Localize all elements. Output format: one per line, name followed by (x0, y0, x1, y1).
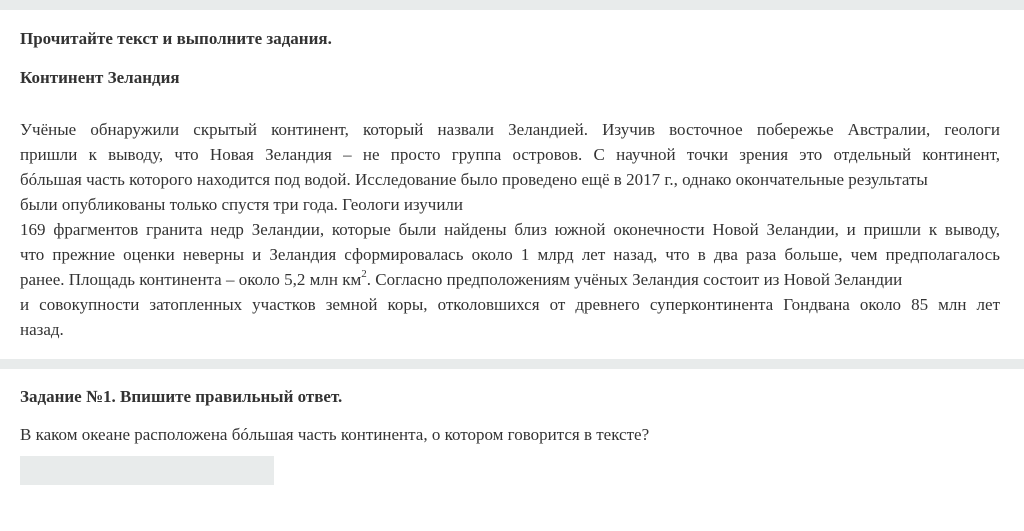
paragraph-line: были опубликованы только спустя три года. Геологи изучили (20, 195, 464, 214)
answer-input[interactable] (20, 456, 274, 485)
task-title: Задание №1. Впишите правильный ответ. (20, 387, 343, 406)
text-title: Континент Зеландия (20, 68, 180, 87)
paragraph-line: что прежние оценки неверны и Зеландия сформировалась около 1 млрд лет назад, что в два раза больше, чем предполагалось (20, 245, 1000, 264)
paragraph-line-area (20, 267, 1000, 292)
paragraph-line: пришли к выводу, что Новая Зеландия – не просто группа островов. С научной точки зрения это отдельный континент, (20, 145, 1000, 164)
task-card (0, 369, 1024, 531)
area-text-after: . Согласно предположениям учёных Зеландия состоит из Новой Зеландии (366, 270, 903, 289)
reading-paragraph (20, 117, 1000, 342)
paragraph-line: Учёные обнаружили скрытый континент, который назвали Зеландией. Изучив восточное побережье Австралии, геологи (20, 120, 1000, 139)
reading-card (0, 10, 1024, 359)
instruction-text: Прочитайте текст и выполните задания. (20, 29, 332, 48)
paragraph-line: назад. (20, 320, 64, 339)
task-question: В каком океане расположена бóльшая часть континента, о котором говорится в тексте? (20, 425, 650, 444)
area-text-before: ранее. Площадь континента – около 5,2 млн км (20, 270, 362, 289)
paragraph-line: бóльшая часть которого находится под водой. Исследование было проведено ещё в 2017 г., однако окончательные результаты (20, 170, 928, 189)
top-strip (0, 0, 1024, 10)
paragraph-line: и совокупности затопленных участков земной коры, отколовшихся от древнего суперконтинента Гондвана около 85 млн лет (20, 295, 1000, 314)
area-superscript: 2 (361, 268, 367, 280)
paragraph-line: 169 фрагментов гранита недр Зеландии, которые были найдены близ южной оконечности Новой Зеландии, и пришли к выводу, (20, 220, 1000, 239)
